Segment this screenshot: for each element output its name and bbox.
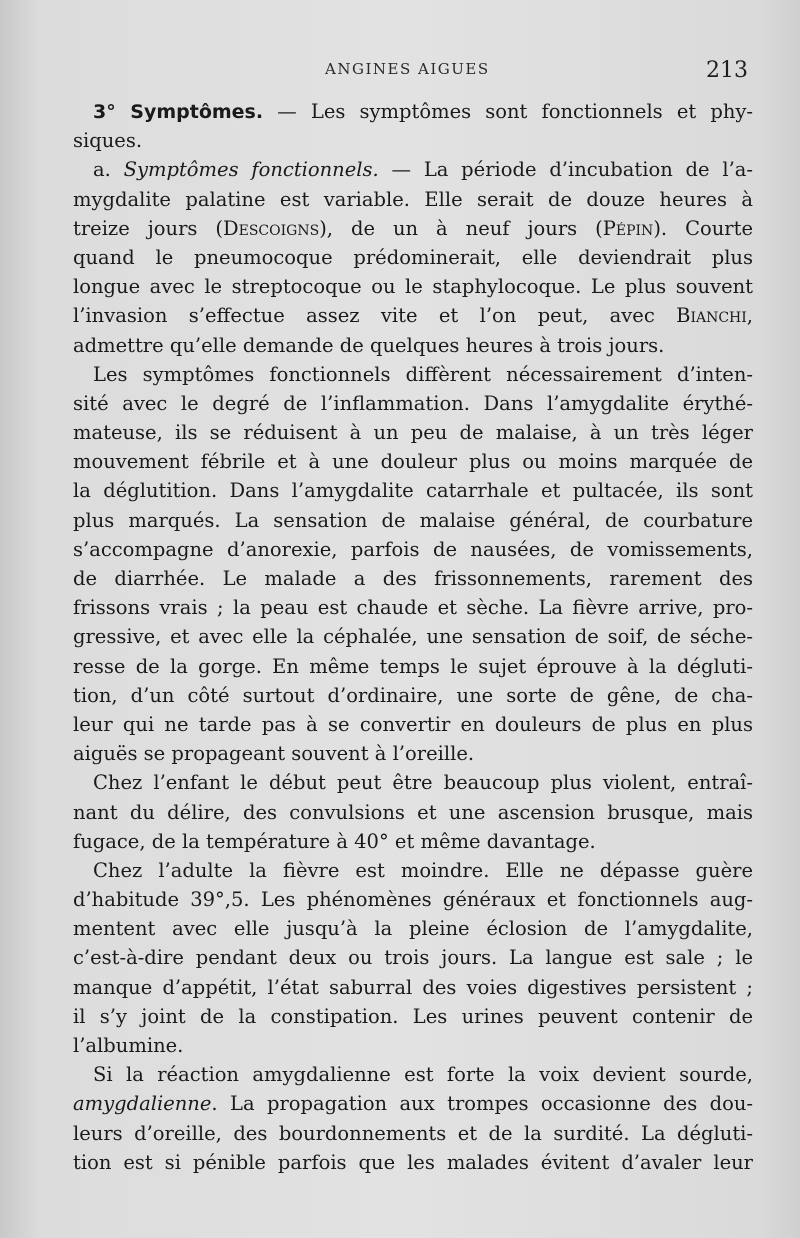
author-name: Pépin <box>602 216 654 240</box>
text-line: manque d’appétit, l’état saburral des voies digestives persistent ; <box>73 975 753 999</box>
subsection-heading: Symptômes fonctionnels. <box>123 158 379 182</box>
text-line: la déglutition. Dans l’amygdalite catarrhale et pultacée, ils sont <box>73 479 753 503</box>
text-line <box>73 301 753 330</box>
text-line: aiguës se propageant souvent à l’oreille. <box>73 742 475 766</box>
text-fragment: , <box>746 304 753 328</box>
text-line: gressive, et avec elle la céphalée, une sensation de soif, de séche- <box>73 625 753 649</box>
page-number: 213 <box>706 58 748 83</box>
text-line: l’albumine. <box>73 1034 184 1057</box>
text-line <box>73 214 753 243</box>
text-fragment: — Les symptômes sont fonctionnels et phy- <box>263 100 753 123</box>
author-name: Bianchi <box>676 304 747 328</box>
text-line: mouvement fébrile et à une douleur plus ou moins marquée de <box>73 450 753 474</box>
text-line: Chez l’enfant le début peut être beaucoup plus violent, entraî- <box>93 771 753 795</box>
author-name: Descoigns <box>222 216 320 240</box>
text-line: c’est-à-dire pendant deux ou trois jours. La langue est sale ; le <box>73 946 753 970</box>
running-head: ANGINES AIGUES <box>325 60 490 78</box>
text-line: plus marqués. La sensation de malaise général, de courbature <box>73 508 753 532</box>
text-line: fugace, de la température à 40° et même davantage. <box>73 829 596 853</box>
text-line: nant du délire, des convulsions et une ascension brusque, mais <box>73 800 753 824</box>
text-line: resse de la gorge. En même temps le sujet éprouve à la dégluti- <box>73 654 753 678</box>
text-fragment: — La période d’incubation de l’a- <box>378 158 754 182</box>
body-text <box>73 97 753 1177</box>
text-line: il s’y joint de la constipation. Les urines peuvent contenir de <box>73 1004 753 1028</box>
text-line: leur qui ne tarde pas à se convertir en douleurs de plus en plus <box>73 712 753 736</box>
text-line: admettre qu’elle demande de quelques heures à trois jours. <box>73 333 665 357</box>
text-line: d’habitude 39°,5. Les phénomènes généraux et fonctionnels aug- <box>73 888 753 912</box>
text-line: siques. <box>73 129 143 153</box>
text-line <box>73 155 753 184</box>
text-line: s’accompagne d’anorexie, parfois de nausées, de vomissements, <box>73 537 753 561</box>
text-line: tion, d’un côté surtout d’ordinaire, une sorte de gêne, de cha- <box>73 683 753 707</box>
text-line: leurs d’oreille, des bourdonnements et de la surdité. La dégluti- <box>73 1121 753 1145</box>
text-line <box>73 97 753 126</box>
text-line: Chez l’adulte la fièvre est moindre. Elle ne dépasse guère <box>93 858 753 882</box>
text-line: sité avec le degré de l’inflammation. Dans l’amygdalite érythé- <box>73 391 753 415</box>
text-line: longue avec le streptocoque ou le staphylocoque. Le plus souvent <box>73 275 753 299</box>
text-fragment: l’invasion s’effectue assez vite et l’on peut, avec <box>73 304 677 328</box>
text-fragment: a. <box>93 158 124 182</box>
text-fragment-italic: amygdalienne <box>73 1092 212 1116</box>
text-line: frissons vrais ; la peau est chaude et sèche. La fièvre arrive, pro- <box>73 596 753 620</box>
text-line: mentent avec elle jusqu’à la pleine éclosion de l’amygdalite, <box>73 917 753 941</box>
text-line: quand le pneumocoque prédominerait, elle deviendrait plus <box>73 245 753 269</box>
text-fragment: treize jours ( <box>73 216 223 240</box>
text-line: mygdalite palatine est variable. Elle serait de douze heures à <box>73 187 753 211</box>
text-line: de diarrhée. Le malade a des frissonnements, rarement des <box>73 567 753 590</box>
text-line: mateuse, ils se réduisent à un peu de malaise, à un très léger <box>73 421 753 445</box>
text-line: Les symptômes fonctionnels diffèrent nécessairement d’inten- <box>93 362 753 386</box>
text-fragment: ). Courte <box>653 216 754 240</box>
text-line: Si la réaction amygdalienne est forte la voix devient sourde, <box>93 1063 753 1087</box>
text-line <box>73 1089 753 1118</box>
text-fragment: ), de un à neuf jours ( <box>319 216 603 240</box>
text-fragment: . La propagation aux trompes occasionne des dou- <box>211 1092 753 1116</box>
section-heading: 3° Symptômes. <box>93 101 264 123</box>
text-line: tion est si pénible parfois que les malades évitent d’avaler leur <box>73 1150 753 1174</box>
